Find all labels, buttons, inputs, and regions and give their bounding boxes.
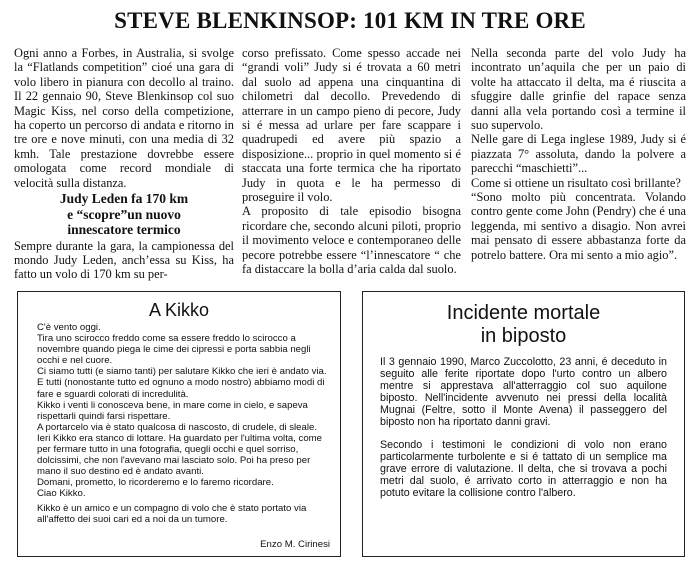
poem-line: Kikko i venti li conosceva bene, in mare come in cielo, e sapeva rispettarli quindi farsi rispettare. [37, 399, 308, 422]
subheading-line: Judy Leden fa 170 km [59, 191, 189, 207]
incidente-article [380, 356, 667, 499]
incidente-box [362, 291, 685, 557]
kikko-poem [37, 322, 332, 525]
poem-line: Ci siamo tutti (e siamo tanti) per salutare Kikko che ieri è andato via. E tutti (nonostante tutto ed ognuno a modo nostro) abbiamo modi di fare e sguardi colorati di incredulità. [37, 366, 327, 400]
page-headline: STEVE BLENKINSOP: 101 KM IN TRE ORE [114, 8, 586, 33]
article-paragraph: Nella seconda parte del volo Judy ha incontrato un’aquila che per un paio di volte ha attaccato il delta, ma é riuscita a sfuggire dalle grinfie del rapace senza danni alla vela portando così a termine il suo supervolo. [471, 46, 686, 133]
poem-line: C'è vento oggi. [37, 322, 101, 333]
article-paragraph: “Sono molto più concentrata. Volando contro gente come John (Pendry) che é una leggenda, mi sentivo a disagio. Non avrei mai pensato di essere abbastanza forte da potrelo battere. Ora mi sento a mio agio”. [471, 190, 686, 262]
kikko-memorial-box [17, 291, 341, 557]
poem-line: Tira uno scirocco freddo come sa essere freddo lo scirocco a novembre quando piega le cime dei cipressi e porta sabbia negli occhi e nel cuore. [37, 333, 311, 367]
poem-line: Ieri Kikko era stanco di lottare. Ha guardato per l'ultima volta, come per fermare tutto in una fotografia, quegli occhi e quel sorriso, dolcissimi, che non l'avevano mai lasciato solo. Poi ha preso per mano il suo destino ed è andato avanti. [37, 432, 322, 478]
subheading-line: innescatore termico [67, 222, 181, 238]
article-paragraph: corso prefissato. Come spesso accade nei “grandi voli” Judy si é trovata a 60 metri dal suolo ad appena una cinquantina di chilometri dal decollo. Prevedendo di atterrare in un campo pieno di pecore, Judy si é messa ad urlare per fare scappare i quadrupedi ed avere più spazio a disposizione... proprio in quel momento si é staccata una forte termica che ha riportato Judy in quota e le ha permesso di proseguire il volo. [242, 46, 461, 205]
article-paragraph: Sempre durante la gara, la campionessa del mondo Judy Leden, anch’essa su Kiss, ha fatto un volo di 170 km su per- [14, 238, 234, 282]
article-column-1 [14, 46, 234, 282]
incidente-box-title [363, 302, 684, 348]
article-paragraph: Secondo i testimoni le condizioni di volo non erano particolarmente turbolente e si é tattato di un semplice ma grave errore di valutazione. Il delta, che si trovava a pochi metri dal suolo, é arrivato corto in atterraggio e non ha potuto evitare la collisione contro l'albero. [380, 438, 667, 499]
poem-line: Ciao Kikko. [37, 488, 86, 500]
incidente-title-line: Incidente mortale [446, 302, 601, 324]
subheading [14, 191, 234, 238]
incidente-title-line: in biposto [480, 325, 567, 347]
article-column-3 [471, 46, 686, 262]
article-paragraph: Nelle gare di Lega inglese 1989, Judy si é piazzata 7° assoluta, dando la polvere a parecchi “maschietti”... [471, 132, 686, 176]
kikko-signature: Enzo M. Cirinesi [260, 539, 330, 550]
subheading-line: e “scopre”un nuovo [67, 206, 181, 222]
article-column-2 [242, 46, 461, 277]
kikko-box-title: A Kikko [148, 300, 210, 320]
article-paragraph: Il 3 gennaio 1990, Marco Zuccolotto, 23 anni, é deceduto in seguito alle ferite riportate dopo l'urto contro un albero mentre si apprestava all'atterraggio col suo aquilone biposto. Nell'incidente avvenuto nei pressi della località Mugnai (Feltre, sotto il Monte Avena) il passeggero del biposto non ha riportato danni gravi. [380, 356, 667, 429]
article-paragraph: Come si ottiene un risultato così brillante? [471, 175, 681, 190]
poem-line: Kikko è un amico e un compagno di volo che è stato portato via all'affetto dei suoi cari ed a noi da un tumore. [37, 502, 307, 525]
article-paragraph: A proposito di tale episodio bisogna ricordare che, secondo alcuni piloti, proprio il movimento veloce e contemporaneo delle pecore potrebbe essere “l’innescatore “ che fa distaccare la bolla d’aria calda dal suolo. [242, 204, 461, 277]
poem-line: Domani, prometto, lo ricorderemo e lo faremo ricordare. [37, 477, 274, 489]
article-paragraph: Ogni anno a Forbes, in Australia, si svolge la “Flatlands competition” cioé una gara di volo libero in pianura con decollo al traino. Il 22 gennaio 90, Steve Blenkinsop col suo Magic Kiss, nel corso della competizione, ha coperto un percorso di andata e ritorno in tre ore e nove minuti, con una media di 32 kmh. Tale prestazione dovrebbe essere omologata come record mondiale di velocità sulla distanza. [14, 46, 234, 190]
poem-line: A portarcelo via è stato qualcosa di nascosto, di crudele, di sleale. [37, 421, 317, 433]
